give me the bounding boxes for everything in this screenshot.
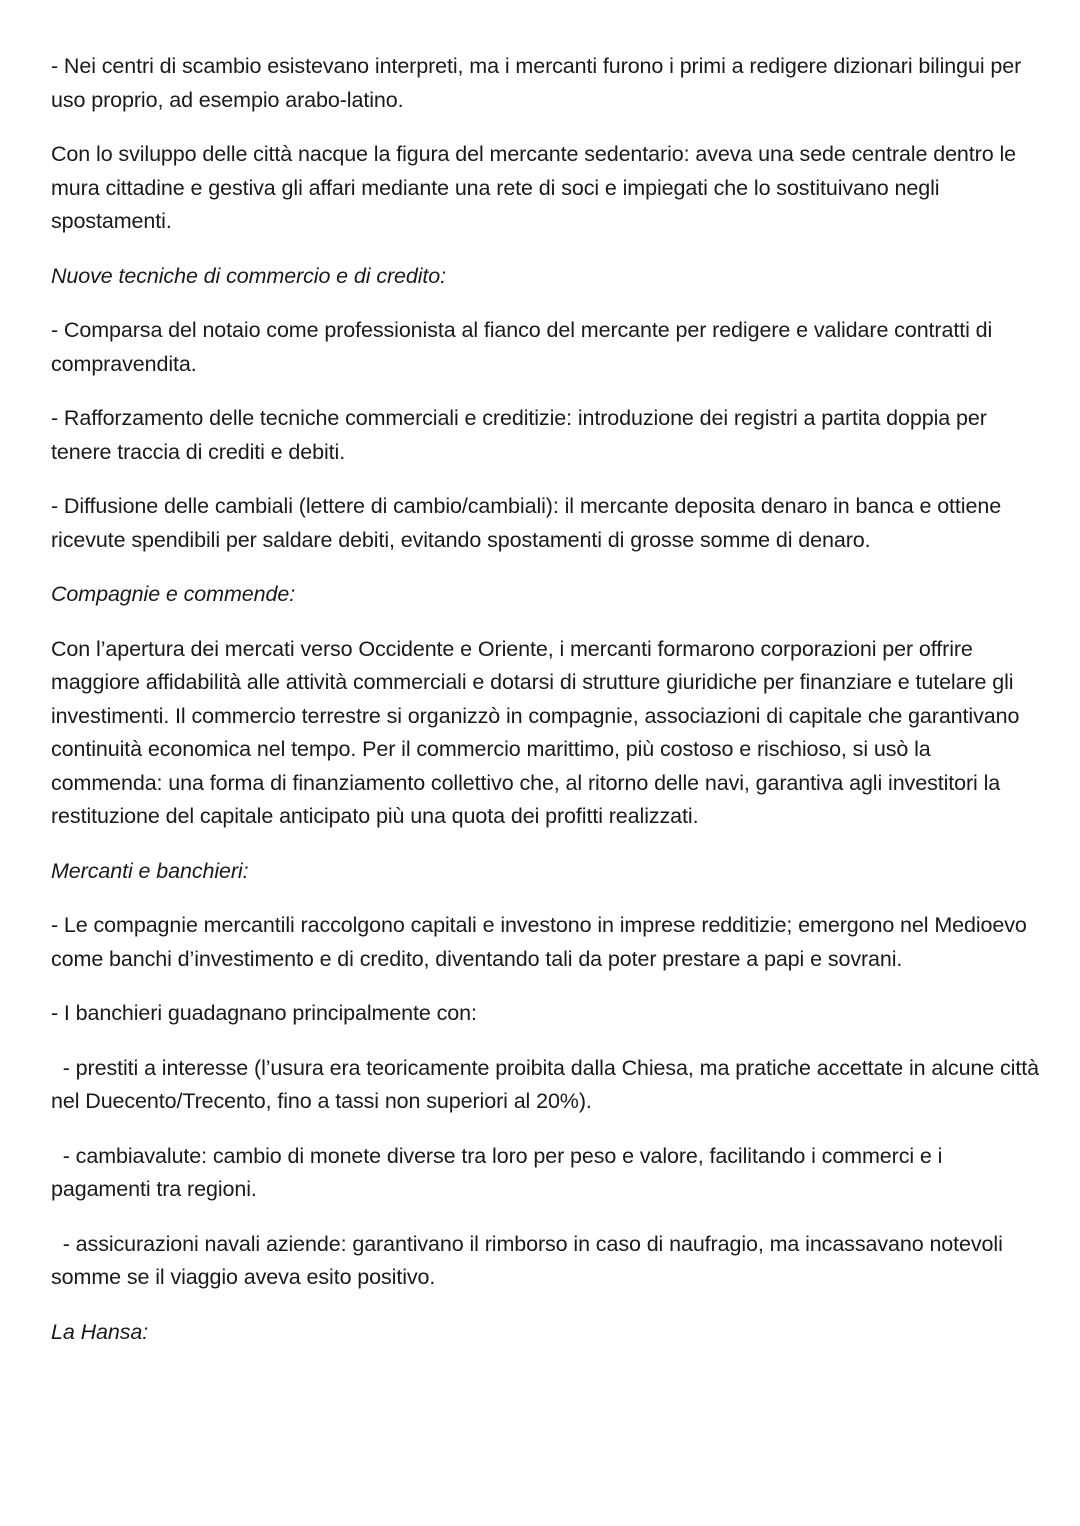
section-heading-mercanti-banchieri: Mercanti e banchieri:	[51, 858, 249, 883]
document-page	[51, 50, 1045, 1370]
paragraph-interpreti: - Nei centri di scambio esistevano interpreti, ma i mercanti furono i primi a redigere dizionari bilingui per uso proprio, ad esempio arabo-latino.	[51, 54, 1028, 112]
paragraph-mercante-sedentario: Con lo sviluppo delle città nacque la figura del mercante sedentario: aveva una sede centrale dentro le mura cittadine e gestiva gli affari mediante una rete di soci e impiegati che lo sostituivano negli spostamenti.	[51, 142, 1022, 233]
paragraph-compagnie-mercantili: - Le compagnie mercantili raccolgono capitali e investono in imprese redditizie; emergono nel Medioevo come banchi d’investimento e di credito, diventando tali da poter prestare a papi e sovrani.	[51, 913, 1033, 971]
section-heading-compagnie: Compagnie e commende:	[51, 582, 296, 606]
paragraph-banchieri-guadagni: - I banchieri guadagnano principalmente con:	[51, 1001, 477, 1025]
list-item-assicurazioni: - assicurazioni navali aziende: garantivano il rimborso in caso di naufragio, ma incassavano notevoli somme se il viaggio aveva esito positivo.	[51, 1231, 1009, 1289]
paragraph-partita-doppia: - Rafforzamento delle tecniche commerciali e creditizie: introduzione dei registri a partita doppia per tenere traccia di crediti e debiti.	[51, 406, 993, 464]
paragraph-cambiali: - Diffusione delle cambiali (lettere di cambio/cambiali): il mercante deposita denaro in banca e ottiene ricevute spendibili per saldare debiti, evitando spostamenti di grosse somme di denaro.	[51, 494, 1007, 552]
paragraph-notaio: - Comparsa del notaio come professionista al fianco del mercante per redigere e validare contratti di compravendita.	[51, 318, 999, 376]
list-item-cambiavalute: - cambiavalute: cambio di monete diverse tra loro per peso e valore, facilitando i commerci e i pagamenti tra regioni.	[51, 1143, 949, 1201]
paragraph-corporazioni: Con l’apertura dei mercati verso Occidente e Oriente, i mercanti formarono corporazioni per offrire maggiore affidabilità alle attività commerciali e dotarsi di strutture giuridiche per finanziare e tutelare gli investimenti. Il commercio terrestre si organizzò in compagnie, associazioni di capitale che garantivano continuità economica nel tempo. Per il commercio marittimo, più costoso e rischioso, si usò la commenda: una forma di finanziamento collettivo che, al ritorno delle navi, garantiva agli investitori la restituzione del capitale anticipato più una quota dei profitti realizzati.	[51, 636, 1026, 828]
section-heading-hansa: La Hansa:	[51, 1319, 149, 1344]
list-item-prestiti: - prestiti a interesse (l’usura era teoricamente proibita dalla Chiesa, ma pratiche accettate in alcune città nel Duecento/Trecento, fino a tassi non superiori al 20%).	[51, 1055, 1045, 1113]
section-heading-nuove-tecniche: Nuove tecniche di commercio e di credito:	[51, 263, 447, 288]
